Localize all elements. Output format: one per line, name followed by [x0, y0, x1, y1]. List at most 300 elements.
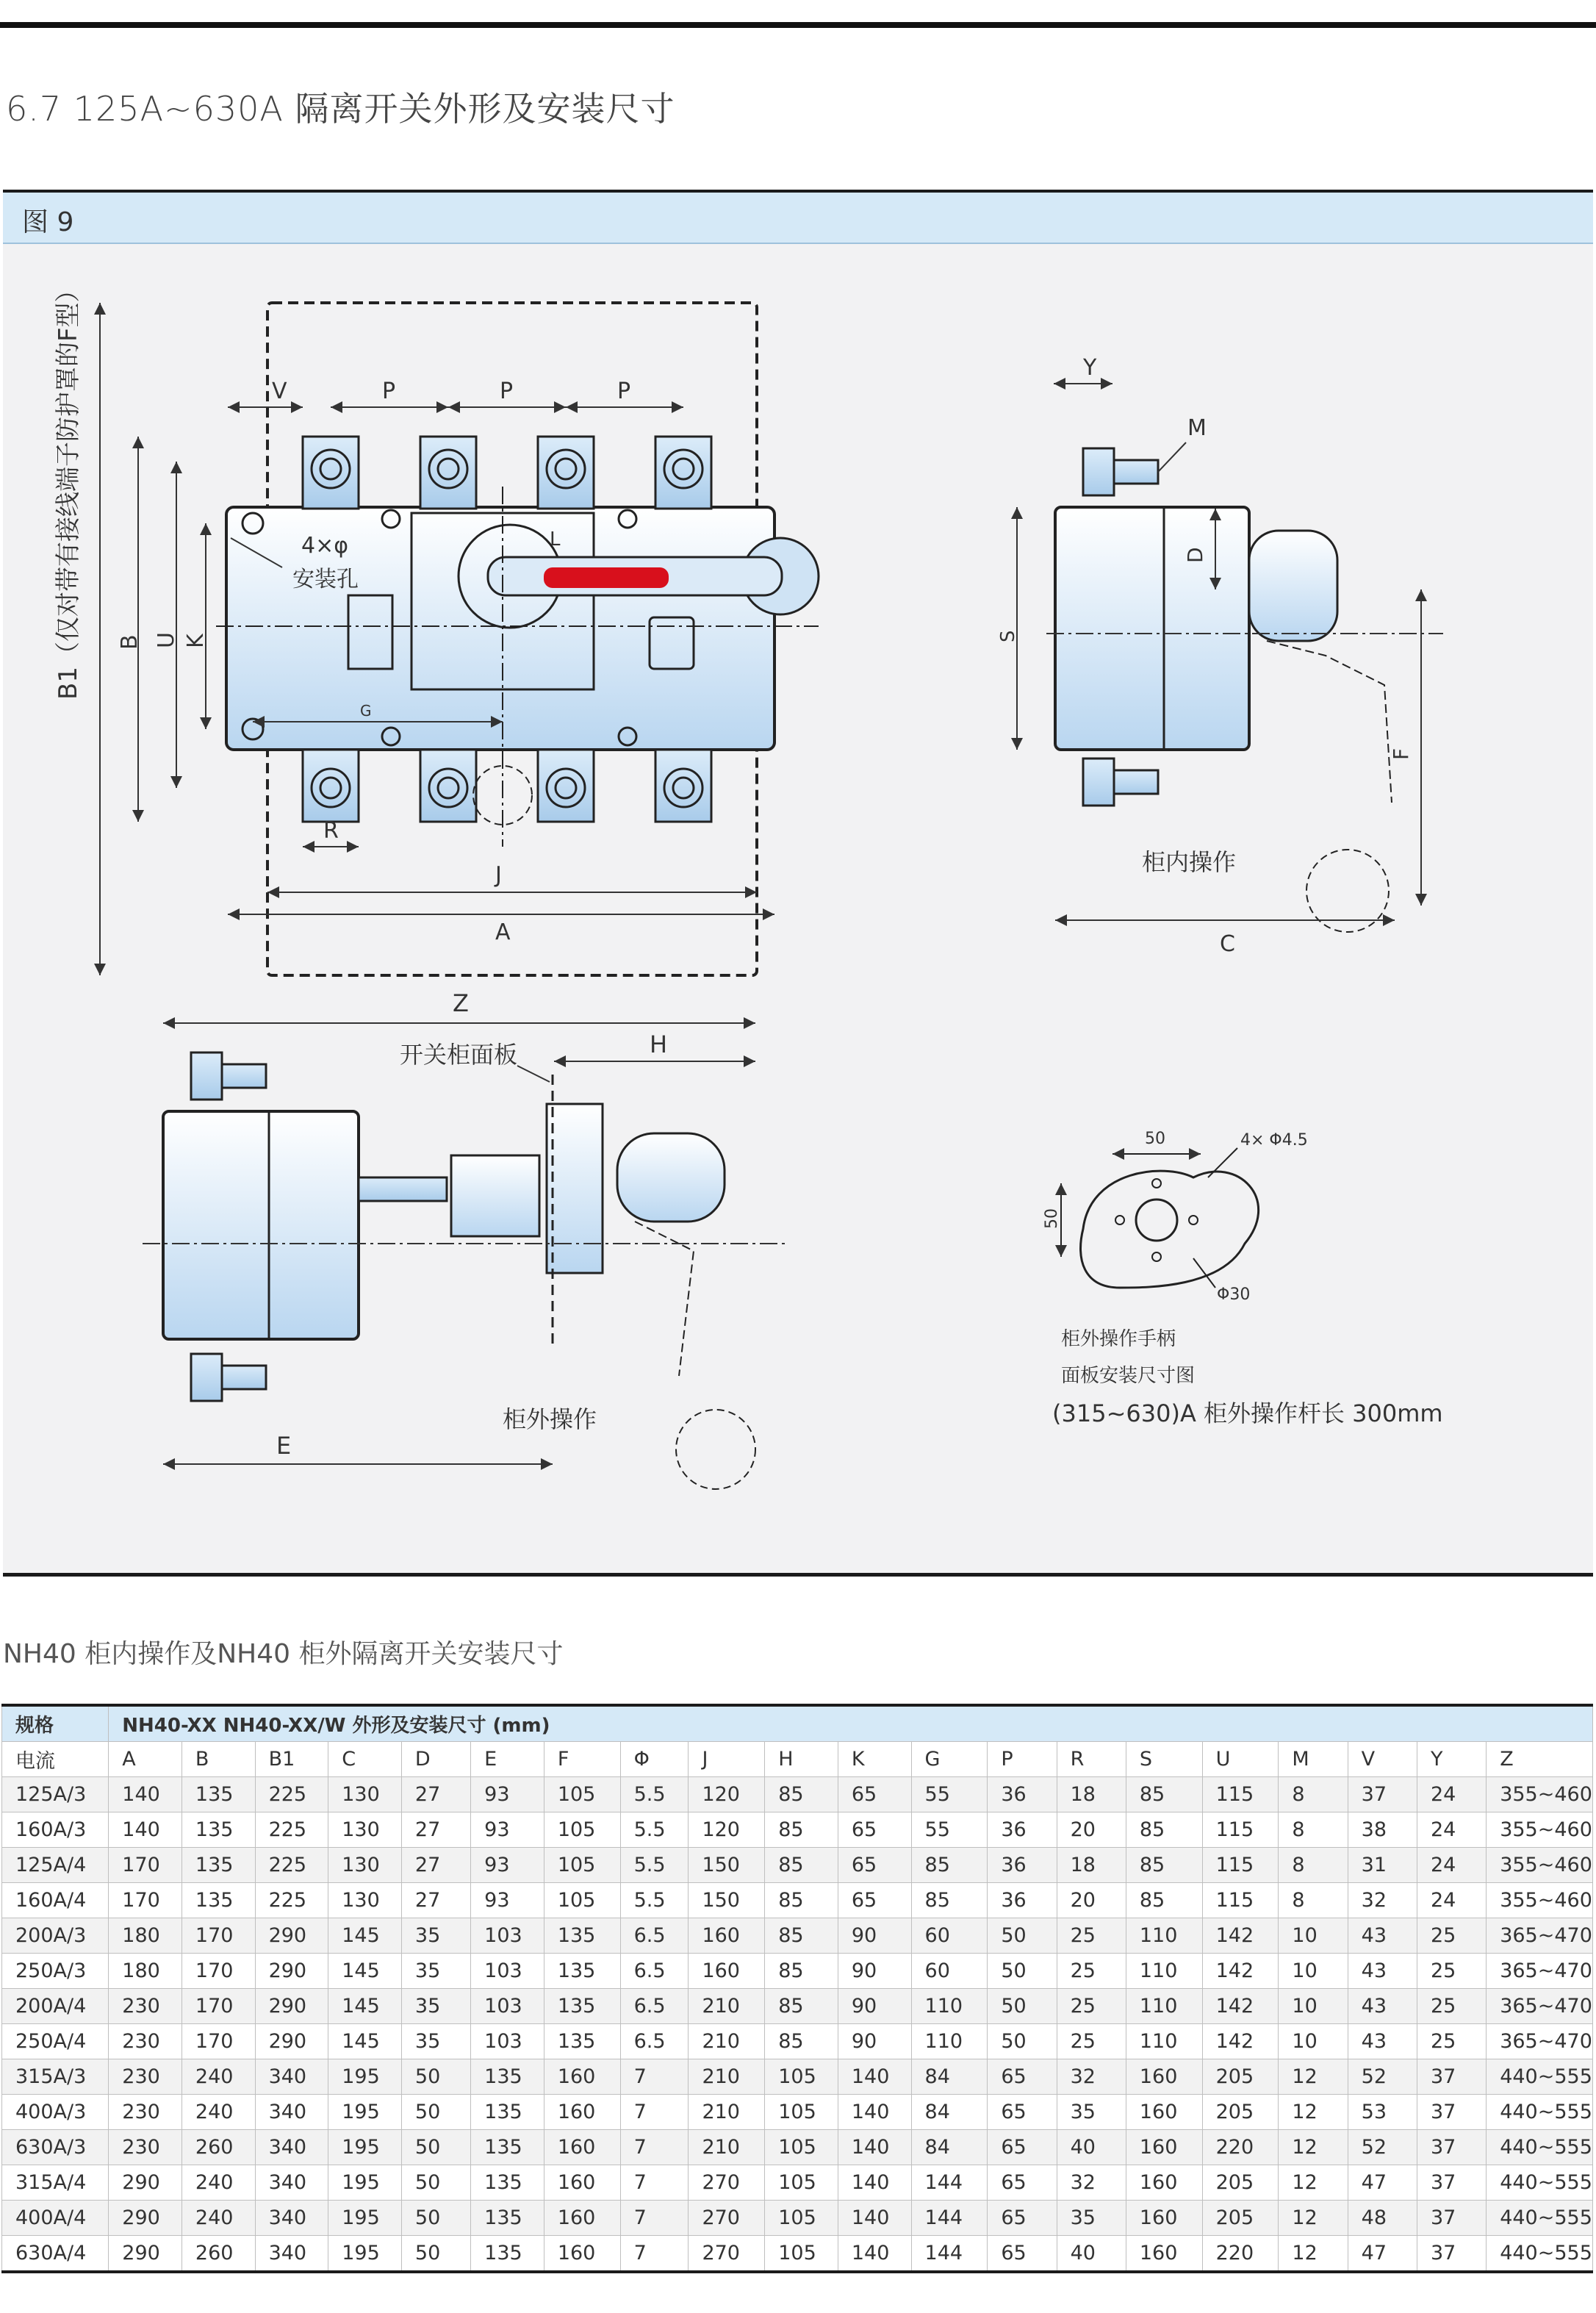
table-cell: 135	[181, 1883, 255, 1918]
table-cell: 150	[689, 1848, 765, 1883]
table-cell: 205	[1202, 2095, 1279, 2130]
table-cell: 105	[544, 1812, 620, 1848]
table-cell: 160A/4	[2, 1883, 109, 1918]
holes-label: 4×φ	[301, 533, 349, 559]
table-cell: 290	[255, 1954, 328, 1989]
rod-note: (315~630)A 柜外操作杆长 300mm	[1052, 1399, 1443, 1427]
table-cell: 25	[1417, 1954, 1486, 1989]
table-cell: 85	[765, 1954, 838, 1989]
table-cell: 140	[838, 2059, 911, 2095]
table-cell: 125A/3	[2, 1777, 109, 1812]
handle-panel-drawing	[1043, 1130, 1443, 1427]
table-cell: 140	[109, 1812, 182, 1848]
table-cell: 65	[988, 2130, 1057, 2165]
table-cell: 250A/4	[2, 2024, 109, 2059]
table-cell: 340	[255, 2095, 328, 2130]
table-cell: 12	[1279, 2165, 1348, 2201]
table-cell: 160	[1126, 2201, 1202, 2236]
dim-v-label: V	[272, 379, 287, 404]
table-cell: 230	[109, 1989, 182, 2024]
table-cell: G	[911, 1742, 988, 1777]
table-cell: 电流	[2, 1742, 109, 1777]
table-row	[2, 1812, 1593, 1848]
table-cell: 290	[255, 1918, 328, 1954]
table-cell: 130	[328, 1812, 402, 1848]
table-cell: 103	[471, 1918, 544, 1954]
table-cell: 90	[838, 1918, 911, 1954]
table-cell: 90	[838, 2024, 911, 2059]
table-cell: 315A/3	[2, 2059, 109, 2095]
table-cell: 18	[1057, 1848, 1126, 1883]
dim-p2-label: P	[500, 379, 514, 404]
dim-r-label: R	[323, 818, 339, 844]
table-cell: 290	[255, 2024, 328, 2059]
table-cell: 85	[765, 1848, 838, 1883]
table-cell: 105	[765, 2236, 838, 2273]
table-row	[2, 2201, 1593, 2236]
dim-k-label: K	[183, 634, 209, 648]
table-cell: 40	[1057, 2236, 1126, 2273]
table-row	[2, 1954, 1593, 1989]
figure-panel	[3, 190, 1593, 1577]
table-cell: 160	[1126, 2165, 1202, 2201]
table-cell: 142	[1202, 2024, 1279, 2059]
table-cell: 160	[689, 1918, 765, 1954]
table-column-row	[2, 1742, 1593, 1777]
table-cell: 52	[1348, 2130, 1417, 2165]
table-cell: B	[181, 1742, 255, 1777]
table-cell: 110	[1126, 2024, 1202, 2059]
table-cell: 36	[988, 1848, 1057, 1883]
table-cell: 365~470	[1487, 2024, 1593, 2059]
table-cell: 50	[401, 2095, 470, 2130]
table-cell: 340	[255, 2059, 328, 2095]
table-cell: 7	[620, 2236, 689, 2273]
table-cell: 60	[911, 1954, 988, 1989]
table-cell: 160	[1126, 2059, 1202, 2095]
table-cell: 140	[838, 2165, 911, 2201]
table-cell: 36	[988, 1777, 1057, 1812]
table-cell: 630A/3	[2, 2130, 109, 2165]
table-cell: 85	[911, 1848, 988, 1883]
table-cell: 110	[911, 2024, 988, 2059]
table-cell: 195	[328, 2130, 402, 2165]
table-cell: 115	[1202, 1812, 1279, 1848]
table-cell: 10	[1279, 1989, 1348, 2024]
table-cell: 195	[328, 2236, 402, 2273]
table-cell: 140	[838, 2130, 911, 2165]
table-cell: 24	[1417, 1777, 1486, 1812]
table-cell: 250A/3	[2, 1954, 109, 1989]
table-cell: 7	[620, 2130, 689, 2165]
header-spec: 规格	[2, 1705, 109, 1742]
table-cell: S	[1126, 1742, 1202, 1777]
table-cell: 40	[1057, 2130, 1126, 2165]
table-cell: 120	[689, 1777, 765, 1812]
table-row	[2, 1777, 1593, 1812]
table-cell: 50	[401, 2165, 470, 2201]
table-cell: 355~460	[1487, 1812, 1593, 1848]
table-cell: 37	[1348, 1777, 1417, 1812]
table-cell: 225	[255, 1812, 328, 1848]
top-rule	[0, 22, 1596, 28]
table-cell: 85	[1126, 1848, 1202, 1883]
table-cell: 37	[1417, 2201, 1486, 2236]
dim-u-label: U	[154, 632, 179, 648]
table-cell: 47	[1348, 2165, 1417, 2201]
table-cell: 135	[181, 1777, 255, 1812]
table-cell: 27	[401, 1883, 470, 1918]
table-cell: 170	[181, 1989, 255, 2024]
table-cell: 5.5	[620, 1883, 689, 1918]
table-cell: 170	[181, 1918, 255, 1954]
table-cell: 270	[689, 2201, 765, 2236]
table-cell: R	[1057, 1742, 1126, 1777]
table-cell: 50	[401, 2236, 470, 2273]
inner-op-caption: 柜内操作	[1142, 848, 1237, 876]
table-cell: 110	[1126, 1954, 1202, 1989]
table-cell: 6.5	[620, 1918, 689, 1954]
table-cell: 103	[471, 2024, 544, 2059]
table-cell: 160	[544, 2130, 620, 2165]
table-cell: 440~555	[1487, 2165, 1593, 2201]
table-cell: 50	[988, 1918, 1057, 1954]
table-cell: 18	[1057, 1777, 1126, 1812]
table-cell: 340	[255, 2236, 328, 2273]
table-cell: 7	[620, 2165, 689, 2201]
table-cell: 110	[911, 1989, 988, 2024]
table-cell: 365~470	[1487, 1954, 1593, 1989]
table-cell: 230	[109, 2095, 182, 2130]
dim-d-label: D	[1183, 547, 1207, 563]
table-cell: 230	[109, 2130, 182, 2165]
table-row	[2, 2059, 1593, 2095]
table-cell: 160	[544, 2165, 620, 2201]
table-cell: 25	[1417, 2024, 1486, 2059]
table-cell: 220	[1202, 2130, 1279, 2165]
table-cell: 180	[109, 1954, 182, 1989]
dim-z-label: Z	[453, 989, 469, 1017]
table-row	[2, 2095, 1593, 2130]
table-cell: 210	[689, 2130, 765, 2165]
table-cell: 355~460	[1487, 1883, 1593, 1918]
table-cell: V	[1348, 1742, 1417, 1777]
table-cell: 65	[988, 2201, 1057, 2236]
table-cell: 85	[765, 1918, 838, 1954]
table-cell: 90	[838, 1989, 911, 2024]
table-cell: 25	[1057, 2024, 1126, 2059]
table-cell: 170	[109, 1848, 182, 1883]
table-cell: 65	[838, 1812, 911, 1848]
table-cell: 6.5	[620, 1989, 689, 2024]
table-cell: 38	[1348, 1812, 1417, 1848]
dim-l-label: L	[550, 528, 561, 551]
table-cell: 440~555	[1487, 2130, 1593, 2165]
table-cell: 5.5	[620, 1777, 689, 1812]
dim-a-label: A	[495, 919, 511, 945]
table-cell: 142	[1202, 1918, 1279, 1954]
table-cell: 160	[1126, 2130, 1202, 2165]
header-model: NH40-XX NH40-XX/W 外形及安装尺寸 (mm)	[109, 1705, 1593, 1742]
table-cell: 135	[544, 2024, 620, 2059]
table-cell: 85	[765, 1883, 838, 1918]
table-cell: 170	[181, 1954, 255, 1989]
table-cell: 37	[1417, 2095, 1486, 2130]
table-cell: 8	[1279, 1777, 1348, 1812]
table-cell: 103	[471, 1954, 544, 1989]
table-cell: 270	[689, 2165, 765, 2201]
table-cell: 10	[1279, 1954, 1348, 1989]
table-cell: 43	[1348, 1989, 1417, 2024]
table-cell: 5.5	[620, 1812, 689, 1848]
table-cell: 400A/4	[2, 2201, 109, 2236]
handle-subtitle: 面板安装尺寸图	[1061, 1365, 1196, 1387]
table-cell: 195	[328, 2059, 402, 2095]
table-cell: 84	[911, 2130, 988, 2165]
table-cell: 20	[1057, 1883, 1126, 1918]
table-cell: 170	[109, 1883, 182, 1918]
table-cell: 52	[1348, 2059, 1417, 2095]
table-cell: M	[1279, 1742, 1348, 1777]
table-cell: 65	[988, 2095, 1057, 2130]
table-cell: 315A/4	[2, 2165, 109, 2201]
table-cell: 115	[1202, 1777, 1279, 1812]
table-row	[2, 2165, 1593, 2201]
table-cell: C	[328, 1742, 402, 1777]
dim-e-label: E	[276, 1432, 292, 1460]
table-cell: 290	[109, 2165, 182, 2201]
table-cell: 135	[471, 2059, 544, 2095]
table-cell: 205	[1202, 2059, 1279, 2095]
table-cell: 365~470	[1487, 1989, 1593, 2024]
table-cell: 125A/4	[2, 1848, 109, 1883]
table-cell: 35	[1057, 2201, 1126, 2236]
table-cell: 230	[109, 2059, 182, 2095]
table-cell: 240	[181, 2095, 255, 2130]
table-cell: 135	[471, 2201, 544, 2236]
table-cell: J	[689, 1742, 765, 1777]
table-row	[2, 1848, 1593, 1883]
table-cell: 144	[911, 2201, 988, 2236]
dimension-table	[1, 1704, 1593, 2273]
table-cell: 160A/3	[2, 1812, 109, 1848]
table-cell: 144	[911, 2165, 988, 2201]
table-cell: 115	[1202, 1883, 1279, 1918]
table-cell: 50	[988, 2024, 1057, 2059]
table-cell: 105	[765, 2059, 838, 2095]
table-cell: 32	[1348, 1883, 1417, 1918]
table-cell: 65	[988, 2236, 1057, 2273]
table-cell: 130	[328, 1848, 402, 1883]
table-cell: 105	[765, 2130, 838, 2165]
table-row	[2, 2130, 1593, 2165]
table-cell: 200A/4	[2, 1989, 109, 2024]
table-cell: E	[471, 1742, 544, 1777]
table-cell: 170	[181, 2024, 255, 2059]
table-cell: 12	[1279, 2201, 1348, 2236]
table-cell: 12	[1279, 2059, 1348, 2095]
panel-caption: 开关柜面板	[400, 1041, 518, 1069]
table-cell: 85	[765, 1812, 838, 1848]
table-cell: 85	[911, 1883, 988, 1918]
holes-caption: 安装孔	[292, 567, 359, 592]
table-cell: 85	[1126, 1812, 1202, 1848]
figure-header	[3, 193, 1593, 244]
table-cell: 50	[401, 2201, 470, 2236]
dim-50-vertical: 50	[1043, 1208, 1061, 1229]
table-cell: 93	[471, 1812, 544, 1848]
table-cell: 65	[838, 1848, 911, 1883]
table-cell: 140	[838, 2236, 911, 2273]
table-cell: 103	[471, 1989, 544, 2024]
table-cell: 260	[181, 2236, 255, 2273]
table-cell: F	[544, 1742, 620, 1777]
table-cell: 8	[1279, 1812, 1348, 1848]
table-cell: 105	[765, 2165, 838, 2201]
dim-h-label: H	[650, 1030, 668, 1058]
table-cell: 135	[544, 1954, 620, 1989]
table-cell: 37	[1417, 2130, 1486, 2165]
table-cell: 240	[181, 2165, 255, 2201]
table-cell: 200A/3	[2, 1918, 109, 1954]
table-cell: 145	[328, 1918, 402, 1954]
table-cell: 93	[471, 1777, 544, 1812]
dim-s-label: S	[997, 630, 1019, 642]
table-cell: 93	[471, 1848, 544, 1883]
table-cell: 160	[544, 2236, 620, 2273]
table-cell: Z	[1487, 1742, 1593, 1777]
table-cell: 8	[1279, 1848, 1348, 1883]
table-cell: 440~555	[1487, 2059, 1593, 2095]
dimension-drawing	[3, 244, 1593, 1567]
table-row	[2, 1989, 1593, 2024]
table-cell: 55	[911, 1777, 988, 1812]
table-cell: 205	[1202, 2165, 1279, 2201]
table-cell: 160	[1126, 2236, 1202, 2273]
table-row	[2, 2024, 1593, 2059]
table-cell: 365~470	[1487, 1918, 1593, 1954]
dim-g-label: G	[360, 702, 372, 720]
table-cell: 142	[1202, 1954, 1279, 1989]
table-cell: 105	[544, 1777, 620, 1812]
table-cell: 150	[689, 1883, 765, 1918]
table-cell: 48	[1348, 2201, 1417, 2236]
table-cell: 160	[544, 2201, 620, 2236]
table-cell: 24	[1417, 1848, 1486, 1883]
table-cell: 85	[1126, 1777, 1202, 1812]
table-cell: 105	[765, 2201, 838, 2236]
dim-p3-label: P	[617, 379, 631, 404]
table-cell: 90	[838, 1954, 911, 1989]
table-cell: U	[1202, 1742, 1279, 1777]
table-cell: 35	[401, 2024, 470, 2059]
table-cell: 43	[1348, 1918, 1417, 1954]
table-cell: 144	[911, 2236, 988, 2273]
table-cell: 25	[1417, 1918, 1486, 1954]
table-cell: 85	[1126, 1883, 1202, 1918]
table-row	[2, 2236, 1593, 2273]
table-cell: 85	[765, 1989, 838, 2024]
table-cell: 10	[1279, 1918, 1348, 1954]
table-cell: 340	[255, 2130, 328, 2165]
table-cell: 115	[1202, 1848, 1279, 1883]
table-cell: 43	[1348, 1954, 1417, 1989]
table-cell: 35	[401, 1918, 470, 1954]
table-cell: 140	[109, 1777, 182, 1812]
table-cell: K	[838, 1742, 911, 1777]
dim-c-label: C	[1220, 931, 1235, 957]
table-cell: 355~460	[1487, 1848, 1593, 1883]
table-cell: 205	[1202, 2201, 1279, 2236]
table-cell: 105	[544, 1883, 620, 1918]
table-cell: 225	[255, 1848, 328, 1883]
table-cell: 27	[401, 1848, 470, 1883]
table-cell: 50	[401, 2130, 470, 2165]
table-cell: 145	[328, 1989, 402, 2024]
table-cell: 37	[1417, 2165, 1486, 2201]
dim-phi30-label: Φ30	[1217, 1285, 1251, 1304]
table-cell: 440~555	[1487, 2095, 1593, 2130]
table-cell: 85	[765, 2024, 838, 2059]
table-cell: 210	[689, 2024, 765, 2059]
table-cell: 37	[1417, 2059, 1486, 2095]
table-cell: 60	[911, 1918, 988, 1954]
table-cell: 84	[911, 2095, 988, 2130]
side-view-outer	[143, 989, 789, 1489]
table-cell: 135	[181, 1848, 255, 1883]
table-cell: D	[401, 1742, 470, 1777]
table-cell: 270	[689, 2236, 765, 2273]
dim-4phi-label: 4× Φ4.5	[1240, 1131, 1308, 1150]
section-title: 6.7 125A~630A 隔离开关外形及安装尺寸	[6, 89, 675, 129]
dim-p1-label: P	[382, 379, 396, 404]
table-cell: 120	[689, 1812, 765, 1848]
table-cell: 36	[988, 1883, 1057, 1918]
table-cell: 25	[1057, 1954, 1126, 1989]
table-cell: 135	[471, 2165, 544, 2201]
table-cell: 50	[401, 2059, 470, 2095]
table-cell: 130	[328, 1883, 402, 1918]
table-cell: H	[765, 1742, 838, 1777]
table-cell: 25	[1417, 1989, 1486, 2024]
table-cell: B1	[255, 1742, 328, 1777]
table-cell: 8	[1279, 1883, 1348, 1918]
table-cell: 20	[1057, 1812, 1126, 1848]
table-cell: 5.5	[620, 1848, 689, 1883]
front-view	[54, 277, 819, 975]
table-cell: 340	[255, 2165, 328, 2201]
table-cell: 53	[1348, 2095, 1417, 2130]
table-cell: 84	[911, 2059, 988, 2095]
table-cell: 25	[1057, 1918, 1126, 1954]
table-cell: 65	[988, 2059, 1057, 2095]
table-cell: 12	[1279, 2130, 1348, 2165]
table-cell: 160	[689, 1954, 765, 1989]
table-cell: 135	[544, 1918, 620, 1954]
table-title: NH40 柜内操作及NH40 柜外隔离开关安装尺寸	[3, 1639, 564, 1669]
table-cell: Φ	[620, 1742, 689, 1777]
table-cell: 35	[401, 1954, 470, 1989]
table-cell: 440~555	[1487, 2201, 1593, 2236]
table-cell: 145	[328, 1954, 402, 1989]
table-cell: 290	[255, 1989, 328, 2024]
table-cell: 6.5	[620, 1954, 689, 1989]
table-header-row	[2, 1705, 1593, 1742]
table-cell: 130	[328, 1777, 402, 1812]
table-cell: 195	[328, 2165, 402, 2201]
table-cell: 135	[471, 2236, 544, 2273]
table-cell: 7	[620, 2201, 689, 2236]
